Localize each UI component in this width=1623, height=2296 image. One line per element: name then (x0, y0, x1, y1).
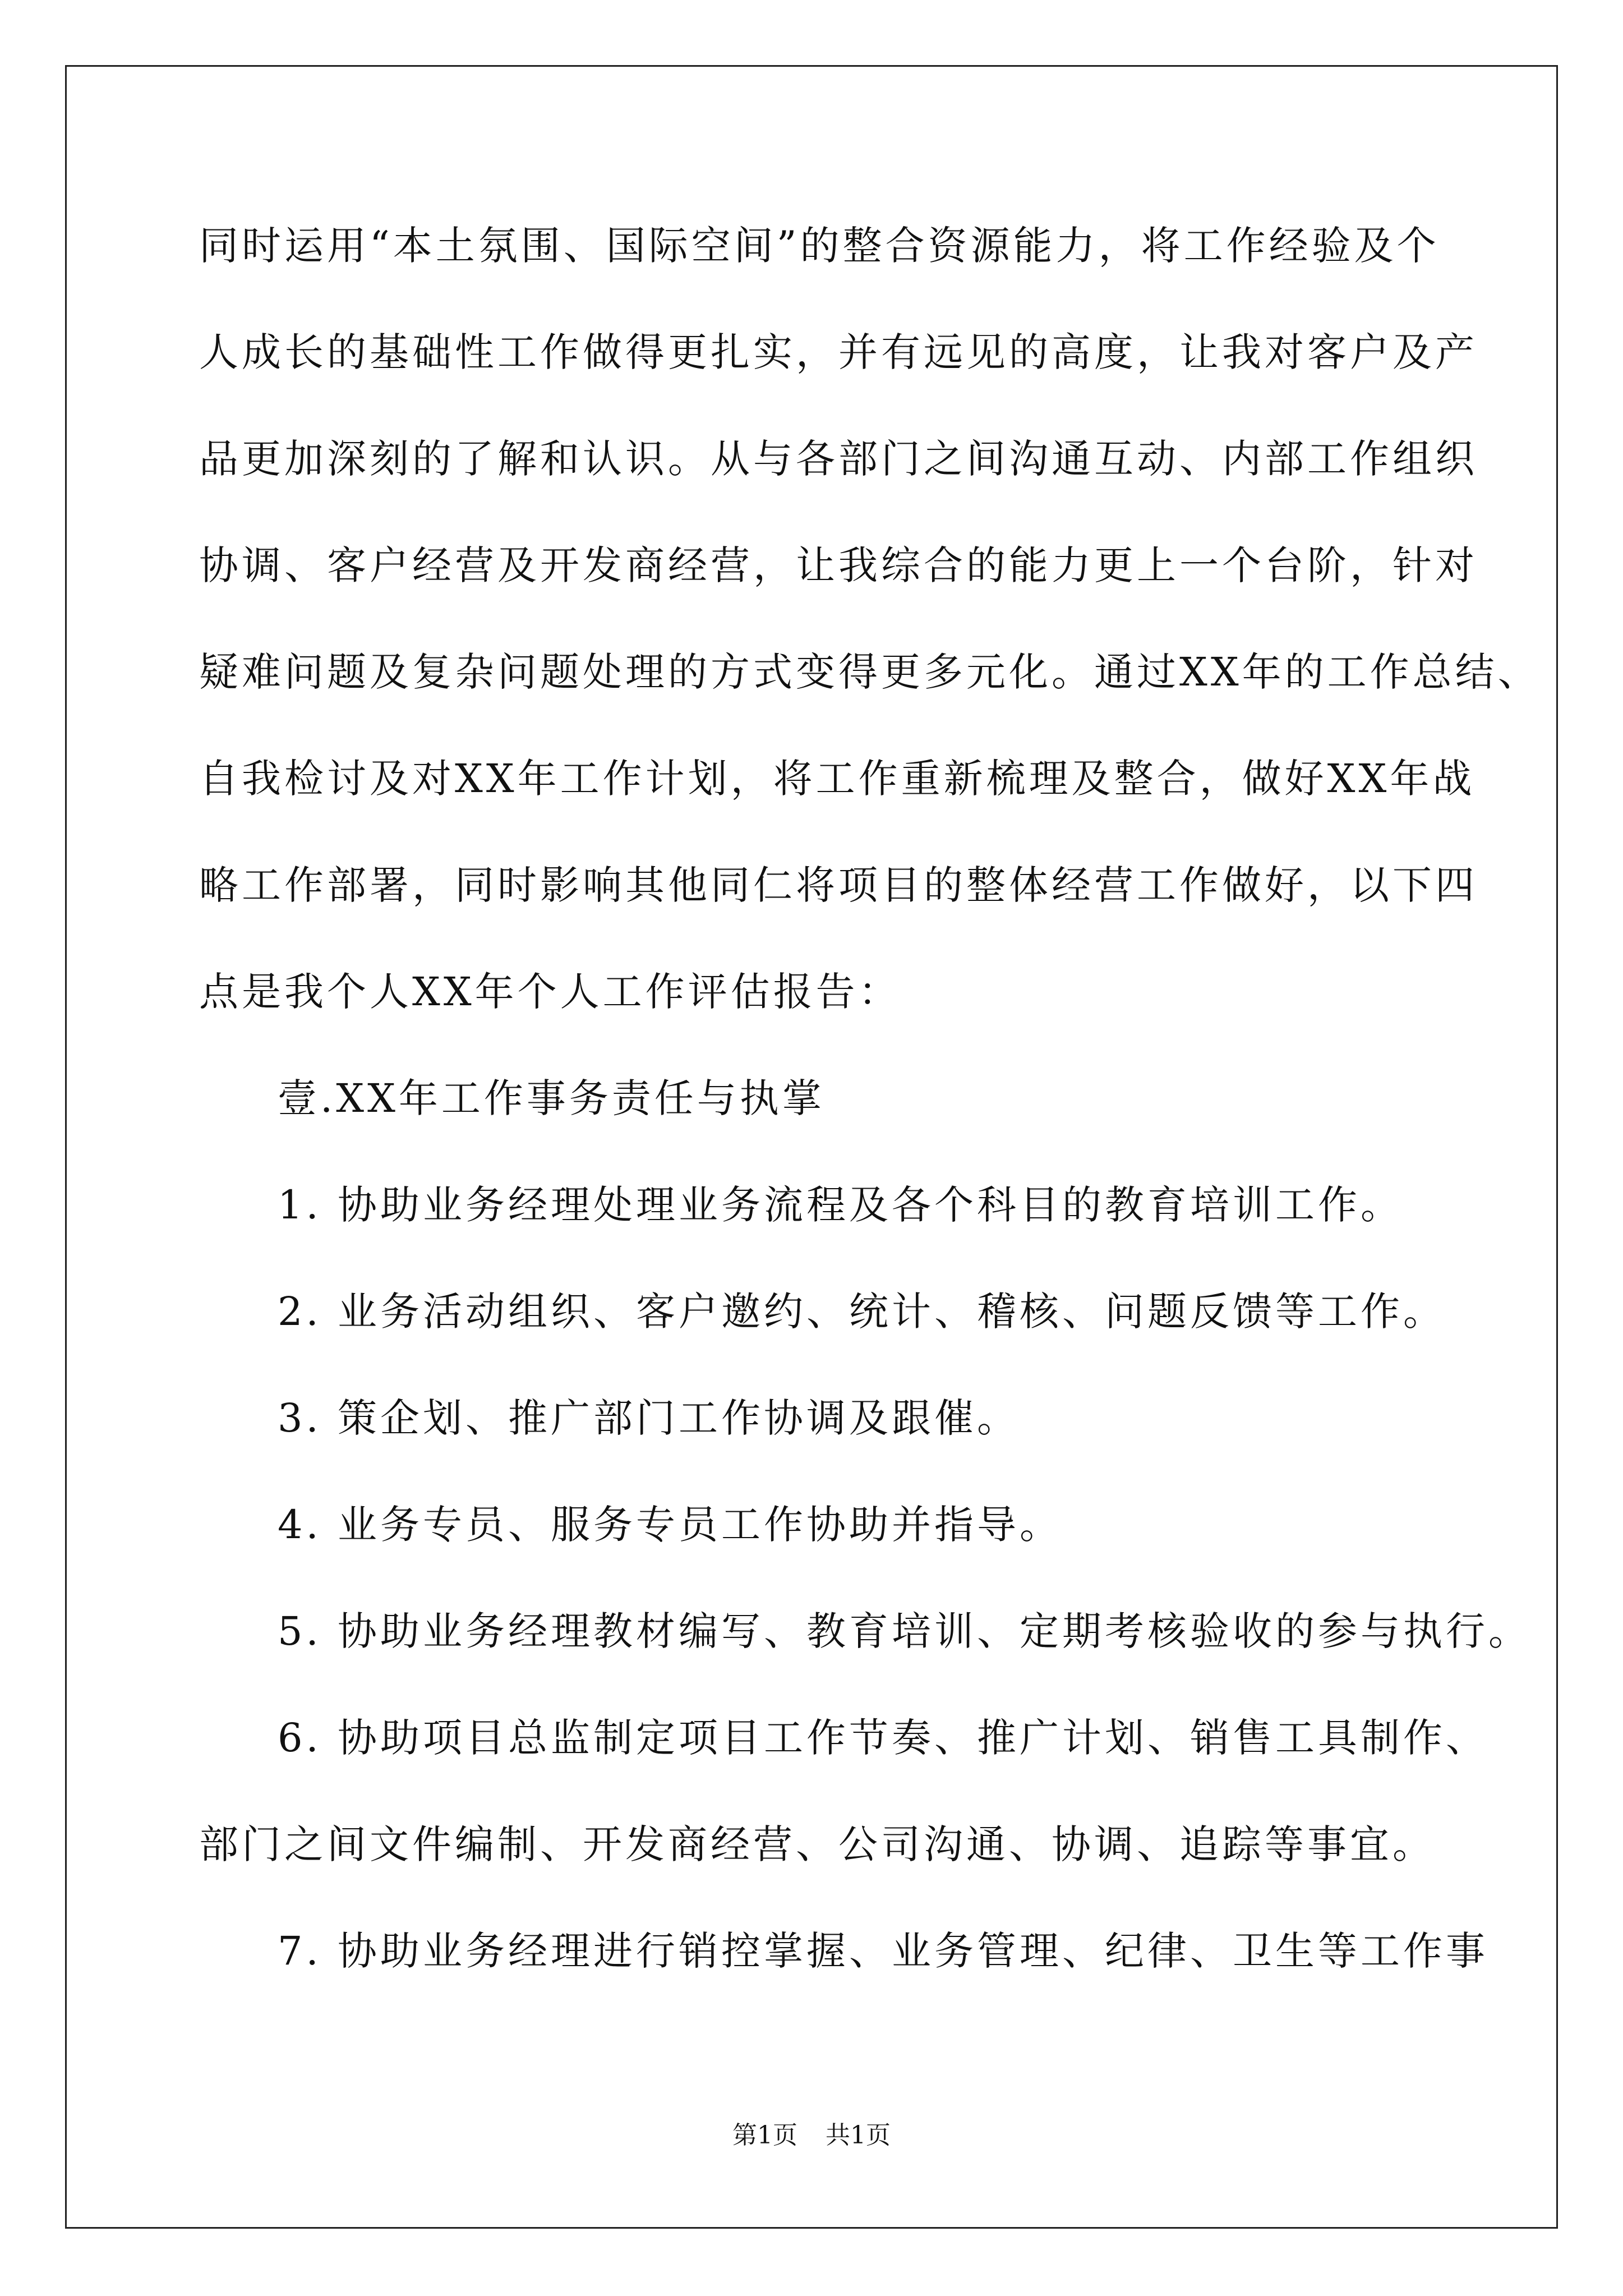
list-item: 7. 协助业务经理进行销控掌握、业务管理、纪律、卫生等工作事 (278, 1928, 1489, 1974)
paragraph-line: 品更加深刻的了解和认识。从与各部门之间沟通互动、内部工作组织 (199, 436, 1478, 482)
paragraph-line: 疑难问题及复杂问题处理的方式变得更多元化。通过XX年的工作总结、 (199, 649, 1541, 695)
paragraph-line: 同时运用“本土氛围、国际空间”的整合资源能力，将工作经验及个 (199, 223, 1440, 269)
list-item: 5. 协助业务经理教材编写、教育培训、定期考核验收的参与执行。 (278, 1608, 1532, 1654)
paragraph-line: 略工作部署，同时影响其他同仁将项目的整体经营工作做好，以下四 (199, 862, 1478, 908)
page-footer (0, 2115, 1623, 2151)
paragraph-line: 点是我个人XX年个人工作评估报告： (199, 969, 901, 1015)
paragraph-line: 人成长的基础性工作做得更扎实，并有远见的高度，让我对客户及产 (199, 329, 1478, 375)
list-item-continuation: 部门之间文件编制、开发商经营、公司沟通、协调、追踪等事宜。 (199, 1821, 1435, 1867)
page-border (65, 65, 1558, 2229)
list-item: 3. 策企划、推广部门工作协调及跟催。 (278, 1395, 1020, 1441)
list-item: 4. 业务专员、服务专员工作协助并指导。 (278, 1502, 1063, 1548)
list-item: 2. 业务活动组织、客户邀约、统计、稽核、问题反馈等工作。 (278, 1289, 1446, 1335)
paragraph-line: 自我检讨及对XX年工作计划，将工作重新梳理及整合，做好XX年战 (199, 756, 1476, 802)
section-heading: 壹.XX年工作事务责任与执掌 (278, 1075, 825, 1121)
list-item: 1. 协助业务经理处理业务流程及各个科目的教育培训工作。 (278, 1182, 1404, 1228)
page-number: 第1页 (732, 2121, 797, 2150)
page-total: 共1页 (826, 2121, 891, 2150)
list-item: 6. 协助项目总监制定项目工作节奏、推广计划、销售工具制作、 (278, 1715, 1489, 1761)
paragraph-line: 协调、客户经营及开发商经营，让我综合的能力更上一个台阶，针对 (199, 542, 1478, 588)
